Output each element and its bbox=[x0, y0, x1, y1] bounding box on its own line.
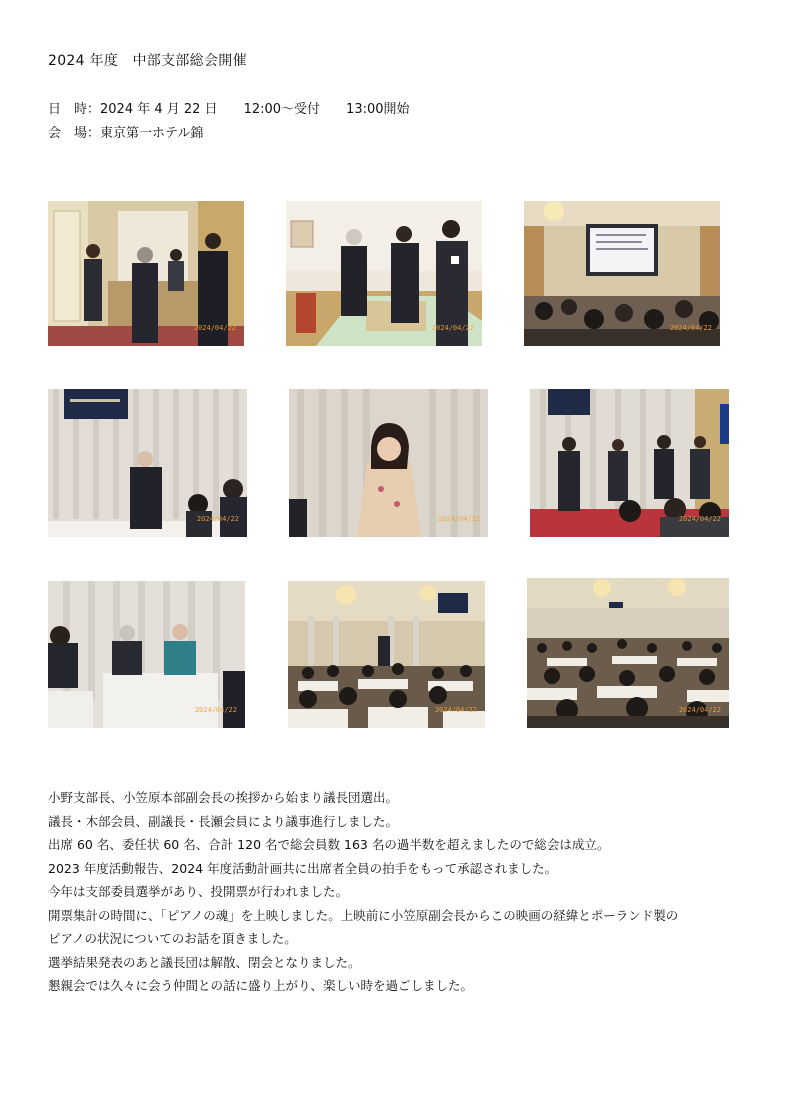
photo-members-standing bbox=[530, 389, 729, 537]
report-paragraph: 懇親会では久々に会う仲間との話に盛り上がり、楽しい時を過ごしました。 bbox=[48, 978, 474, 993]
photo-date-stamp: 2024/04/22 bbox=[678, 706, 721, 714]
photo-book-table bbox=[286, 201, 482, 346]
photo-date-stamp: 2024/04/22 bbox=[194, 706, 237, 714]
photo-woman-speaking bbox=[289, 389, 488, 537]
photo-meeting-screen bbox=[524, 201, 720, 346]
report-paragraph: 今年は支部委員選挙があり、投開票が行われました。 bbox=[48, 884, 349, 899]
photo-date-stamp: 2024/04/22 bbox=[196, 515, 239, 523]
start-time: 13:00開始 bbox=[346, 102, 410, 117]
photo-date-stamp: 2024/04/22 bbox=[434, 706, 477, 714]
report-paragraph: 選挙結果発表のあと議長団は解散、閉会となりました。 bbox=[48, 954, 361, 970]
reception-time: 12:00～受付 bbox=[243, 102, 321, 117]
photo-reception-desk bbox=[48, 201, 244, 346]
report-paragraph: 開票集計の時間に、「ピアノの魂」を上映しました。上映前に小笠原副会長からこの映画の経緯とポーランド製の bbox=[48, 907, 679, 923]
photo-date-stamp: 2024/04/22 bbox=[431, 324, 474, 332]
venue-value: 東京第一ホテル錦 bbox=[100, 126, 204, 141]
event-venue-line bbox=[48, 122, 203, 141]
venue-label: 会 場： bbox=[48, 126, 101, 141]
report-paragraph: 2023 年度活動報告、2024 年度活動計画共に出席者全員の拍手をもって承認されました。 bbox=[48, 860, 558, 876]
photo-banquet-hall bbox=[288, 581, 485, 728]
photo-date-stamp: 2024/04/22 bbox=[437, 515, 480, 523]
date-label: 日 時： bbox=[48, 102, 101, 117]
report-body bbox=[48, 786, 758, 998]
photo-date-stamp: 2024/04/22 bbox=[678, 515, 721, 523]
event-date-line bbox=[48, 98, 410, 117]
photo-date-stamp: 2024/04/22 bbox=[669, 324, 712, 332]
photo-speaker-podium bbox=[48, 389, 247, 537]
report-paragraph: ピアノの状況についてのお話を頂きました。 bbox=[48, 931, 297, 946]
report-paragraph: 議長・木部会員、副議長・長瀬会員により議事進行しました。 bbox=[48, 813, 399, 829]
report-paragraph: 出席 60 名、委任状 60 名、合計 120 名で総会員数 163 名の過半数を超えましたので総会は成立。 bbox=[48, 837, 610, 852]
photo-date-stamp: 2024/04/22 bbox=[193, 324, 236, 332]
photo-chair-panel bbox=[48, 581, 245, 728]
date-value: 2024 年 4 月 22 日 bbox=[100, 102, 218, 117]
photo-wide-hall bbox=[527, 578, 729, 728]
report-paragraph: 小野支部長、小笠原本部副会長の挨拶から始まり議長団選出。 bbox=[48, 790, 399, 805]
page-title: 2024 年度 中部支部総会開催 bbox=[48, 53, 247, 69]
